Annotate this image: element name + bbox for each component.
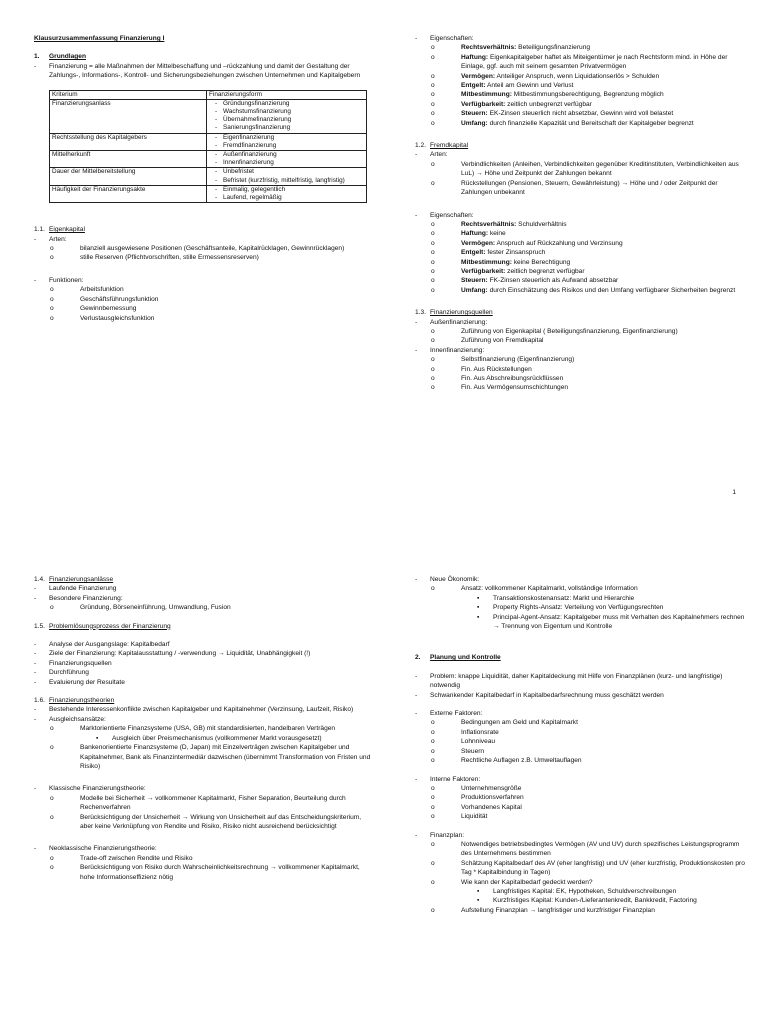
list-item: o Gründung, Börseneinführung, Umwandlung, Fusion — [50, 604, 231, 612]
document-title: Klausurzusammenfassung Finanzierung I — [34, 35, 165, 42]
list-item: o Liquidität — [431, 813, 488, 821]
list-item: o Selbstfinanzierung (Eigenfinanzierung) — [431, 356, 575, 364]
list-item: - Arten: — [34, 235, 67, 243]
list-item: - Außenfinanzierung: — [415, 318, 488, 326]
list-item: o Lohnniveau — [431, 738, 496, 746]
list-item: o Rückstellungen (Pensionen, Steuern, Gewährleistung) → Höhe und / oder Zeitpunkt der Zahlungen unbekannt — [431, 179, 718, 197]
list-item: o Steuern — [431, 747, 485, 755]
page-number: 1 — [732, 489, 736, 496]
list-item: o Verfügbarkeit: zeitlich begrenzt verfügbar — [431, 267, 585, 275]
list-item: o Berücksichtigung von Risiko durch Wahrscheinlichkeitsrechnung → vollkommener Kapitalmarkt, hohe Informationseffizienz nötig — [50, 864, 360, 881]
table-row: Mittelherkunft - Außenfinanzierung - Innenfinanzierung — [50, 151, 367, 168]
section-heading: 1. Grundlagen — [34, 53, 86, 61]
list-item: ▪ Transaktionskostenansatz: Markt und Hierarchie — [477, 594, 635, 602]
list-item: - Eigenschaften: — [415, 35, 474, 42]
list-item: o Umfang: durch Einschätzung des Risikos und den Umfang verfügbarer Sicherheiten begrenzt — [431, 286, 736, 294]
list-item: - Bestehende Interessenkonflikte zwischen Kapitalgeber und Kapitalnehmer (Verzinsung, Laufzeit, Risiko) — [34, 706, 354, 714]
list-item: o Rechtsverhältnis: Beteiligungsfinanzierung — [431, 44, 591, 52]
list-item: o Gewinnbemessung — [50, 305, 137, 313]
list-item: - Neue Ökonomik: — [415, 576, 480, 583]
section-heading: 1.4. Finanzierungsanlässe — [34, 576, 114, 583]
list-item: - Funktionen: — [34, 276, 84, 284]
list-item: ▪ Ausgleich über Preismechanismus (vollkommener Markt vorausgesetzt) — [96, 734, 322, 742]
list-item: ▪ Property Rights-Ansatz: Verteilung von Verfügungsrechten — [477, 604, 664, 612]
list-item: o Verbindlichkeiten (Anleihen, Verbindlichkeiten gegenüber Kreditinstituten, Verbindlichkeiten aus LuL) → Höhe und Zeitpunkt der Zahlungen bekannt — [431, 160, 739, 178]
list-item: o Mitbestimmung: keine Berechtigung — [431, 258, 571, 266]
section-heading: 1.2. Fremdkapital — [415, 142, 469, 150]
list-item: o Rechtliche Auflagen z.B. Umweltauflagen — [431, 757, 582, 765]
list-item: o Unternehmensgröße — [431, 784, 522, 792]
table-row: Finanzierungsanlass - Gründungsfinanzierung - Wachstumsfinanzierung - Übernahmefinanzierung - Sanierungsfinanzierung — [50, 99, 367, 133]
list-item: o Arbeitsfunktion — [50, 286, 124, 294]
list-item: o Fin. Aus Rückstellungen — [431, 365, 532, 373]
list-item: o Steuern: FK-Zinsen steuerlich als Aufwand absetzbar — [431, 277, 619, 285]
page2-left-column — [34, 575, 374, 882]
list-item: o Vermögen: Anteiliger Anspruch, wenn Liquidationserlös > Schulden — [431, 72, 660, 80]
list-item: o Ansatz: vollkommener Kapitalmarkt, vollständige Information — [431, 585, 638, 593]
list-item: - Klassische Finanzierungstheorie: — [34, 785, 146, 793]
list-item: o Produktionsverfahren — [431, 794, 524, 802]
list-item: o Fin. Aus Abschreibungsrückflüssen — [431, 375, 564, 382]
list-item: o Modelle bei Sicherheit → vollkommener Kapitalmarkt, Fisher Separation, Beurteilung durch Rechenverfahren — [50, 794, 346, 812]
list-item: o Schätzung Kapitalbedarf des AV (eher langfristig) und UV (eher kurzfristig, Produktionskosten pro Tag * Kapitalbindung in Tagen) — [431, 859, 745, 877]
section-heading: 2. Planung und Kontrolle — [415, 654, 501, 662]
list-item: - Laufende Finanzierung — [34, 585, 117, 593]
list-item: o Zuführung von Eigenkapital ( Beteiligungsfinanzierung, Eigenfinanzierung) — [431, 327, 678, 335]
page2-right-column — [415, 575, 745, 915]
list-item: - Analyse der Ausgangslage: Kapitalbedarf — [34, 641, 170, 649]
section-heading: 1.5. Problemlösungsprozess der Finanzierung — [34, 622, 171, 630]
list-item: ▪ Kurzfristiges Kapital: Kunden-/Lieferantenkredit, Bankkredit, Factoring — [477, 897, 697, 905]
list-item: o Mitbestimmung: Mitbestimmungsberechtigung, Begrenzung möglich — [431, 91, 664, 99]
table-row: Dauer der Mittelbereitstellung - Unbefristet - Befristet (kurzfristig, mittelfristig, langfristig) — [50, 168, 367, 185]
list-item: o Wie kann der Kapitalbedarf gedeckt werden? — [431, 878, 593, 886]
list-item: - Finanzplan: — [415, 831, 465, 839]
list-item: o stille Reserven (Pflichtvorschriften, stille Ermessensreserven) — [50, 254, 259, 262]
list-item: o Vermögen: Anspruch auf Rückzahlung und Verzinsung — [431, 239, 623, 247]
list-item: o Haftung: Eigenkapitalgeber haftet als Miteigentümer je nach Rechtsform mind. in Höhe der Einlage, ggf. auch mit seinem gesamten Privatvermögen — [431, 53, 728, 71]
list-item: o Verlustausgleichsfunktion — [50, 314, 155, 322]
list-item: o Verfügbarkeit: zeitlich unbegrenzt verfügbar — [431, 100, 592, 108]
list-item: ▪ Langfristiges Kapital: EK, Hypotheken, Schuldverschreibungen — [477, 887, 677, 895]
list-item: - Finanzierung = alle Maßnahmen der Mittelbeschaffung und –rückzahlung und damit der Gestaltung der Zahlungs-, Informations-, Kontroll- und Sicherungsbeziehungen zwischen Unternehmen und Kapitalgebern — [34, 62, 361, 80]
list-item: - Neoklassische Finanzierungstheorie: — [34, 845, 157, 853]
list-item: o Vorhandenes Kapital — [431, 803, 522, 811]
list-item: - Schwankender Kapitalbedarf in Kapitalbedarfsrechnung muss geschätzt werden — [415, 691, 664, 699]
section-heading: 1.1. Eigenkapital — [34, 226, 85, 234]
section-heading: 1.6. Finanzierungstheorien — [34, 697, 115, 705]
list-item: - Eigenschaften: — [415, 211, 474, 219]
list-item: o Marktorientierte Finanzsysteme (USA, GB) mit standardisierten, handelbaren Verträgen — [50, 725, 336, 733]
list-item: - Ziele der Finanzierung: Kapitalausstattung / -verwendung → Liquidität, Unabhängigkeit (!) — [34, 650, 311, 658]
list-item: o Bankenorientierte Finanzsysteme (D, Japan) mit Einzelverträgen zwischen Kapitalgeber und Kapitalnehmer, Bank als Finanzintermediär dazwischen (übernimmt Transformation von Fristen und Risiko) — [50, 744, 371, 770]
list-item: o Rechtsverhältnis: Schuldverhältnis — [431, 220, 567, 228]
list-item: o Zuführung von Fremdkapital — [431, 337, 544, 345]
list-item: - Problem: knappe Liquidität, daher Kapitaldeckung mit Hilfe von Finanzplänen (kurz- und langfristige) notwendig — [415, 672, 723, 690]
table-row: Rechtsstellung des Kapitalgebers - Eigenfinanzierung - Fremdfinanzierung — [50, 133, 367, 150]
section-heading: 1.3. Finanzierungsquellen — [415, 309, 493, 317]
list-item: - Arten: — [415, 151, 448, 159]
list-item: o Geschäftsführungsfunktion — [50, 295, 159, 303]
list-item: o Haftung: keine — [431, 230, 506, 238]
list-item: - Durchführung — [34, 669, 89, 677]
list-item: - Innenfinanzierung: — [415, 346, 485, 354]
list-item: o bilanziell ausgewiesene Positionen (Geschäftsanteile, Kapitalrücklagen, Gewinnrücklagen) — [50, 245, 345, 253]
list-item: o Berücksichtigung der Unsicherheit → Wirkung von Unsicherheit auf das Entscheidungskriterium, aber keine Verknüpfung von Rendite und Risiko, Risiko nicht ausreichend berücksichtigt — [50, 813, 362, 830]
list-item: o Trade-off zwischen Rendite und Risiko — [50, 854, 193, 862]
table-header-cell: Finanzierungsform — [207, 90, 367, 99]
list-item: o Inflationsrate — [431, 728, 499, 736]
list-item: o Entgelt: fester Zinsanspruch — [431, 249, 546, 257]
list-item: - Externe Faktoren: — [415, 710, 483, 718]
table-row: Häufigkeit der Finanzierungsakte - Einmalig, gelegentlich - Laufend, regelmäßig — [50, 185, 367, 202]
list-item: o Bedingungen am Geld und Kapitalmarkt — [431, 719, 578, 727]
table-header-cell: Kriterium — [50, 90, 207, 99]
list-item: o Fin. Aus Vermögensumschichtungen — [431, 384, 569, 392]
list-item: o Notwendiges betriebsbedingtes Vermögen (AV und UV) durch spezifisches Leistungsprogramm des Unternehmens bestimmen — [431, 840, 740, 858]
list-item: - Besondere Finanzierung: — [34, 594, 123, 602]
list-item: o Aufstellung Finanzplan → langfristiger und kurzfristiger Finanzplan — [431, 906, 655, 914]
list-item: - Evaluierung der Resultate — [34, 678, 125, 686]
list-item: o Steuern: EK-Zinsen steuerlich nicht absetzbar, Gewinn wird voll belastet — [431, 110, 674, 118]
list-item: - Ausgleichsansätze: — [34, 715, 106, 723]
list-item: o Umfang: durch finanzielle Kapazität und Bereitschaft der Kapitalgeber begrenzt — [431, 119, 694, 127]
list-item: - Finanzierungsquellen — [34, 659, 112, 667]
list-item: - Interne Faktoren: — [415, 775, 481, 783]
list-item: ▪ Principal-Agent-Ansatz: Kapitalgeber muss mit Verhalten des Kapitalnehmers rechnen → Trennung von Eigentum und Kontrolle — [477, 613, 745, 631]
list-item: o Entgelt: Anteil am Gewinn und Verlust — [431, 82, 574, 90]
